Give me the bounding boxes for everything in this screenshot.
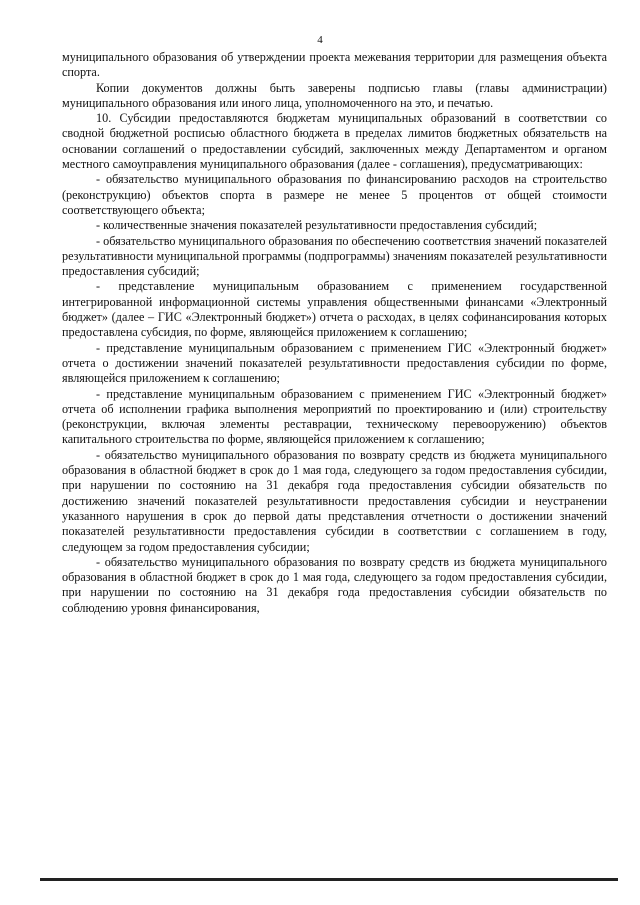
paragraph: - представление муниципальным образованием с применением ГИС «Электронный бюджет» отчета об исполнении графика выполнения мероприятий по проектированию и (или) строительству (реконструкции, включая элементы реставрации, техническому перевооружению) объектов капитального строительства по форме, являющейся приложением к соглашению;: [62, 386, 607, 447]
paragraph: - представление муниципальным образованием с применением государственной интегрированной информационной системы управления общественными финансами «Электронный бюджет» (далее – ГИС «Электронный бюджет») отчета о расходах, в целях софинансирования которых предоставлена субсидия, по форме, являющейся приложением к соглашению;: [62, 279, 607, 340]
paragraph: - количественные значения показателей результативности предоставления субсидий;: [96, 218, 538, 233]
paragraph: - обязательство муниципального образования по возврату средств из бюджета муниципального образования в областной бюджет в срок до 1 мая года, следующего за годом предоставления субсидии, при нарушении по состоянию на 31 декабря года предоставления субсидии обязательств по достижению значений показателей результативности предоставления субсидии и неустранении указанного нарушения в срок до первой даты представления отчетности о достижении значений показателей результативности предоставления субсидии в соответствии с соглашением в году, следующем за годом предоставления субсидии;: [62, 447, 607, 554]
document-body: [62, 50, 607, 616]
paragraph: - обязательство муниципального образования по обеспечению соответствия значений показателей результативности муниципальной программы (подпрограммы) значениям показателей результативности предоставления субсидий;: [62, 233, 607, 279]
paragraph: Копии документов должны быть заверены подписью главы (главы администрации) муниципального образования или иного лица, уполномоченного на это, и печатью.: [62, 80, 607, 110]
page-bottom-rule: [40, 878, 618, 881]
page-number: 4: [317, 34, 323, 46]
paragraph: 10. Субсидии предоставляются бюджетам муниципальных образований в соответствии со сводной бюджетной росписью областного бюджета в пределах лимитов бюджетных обязательств на основании соглашений о предоставлении субсидий, заключенных между Департаментом и органом местного самоуправления муниципального образования (далее - соглашения), предусматривающих:: [62, 111, 607, 172]
paragraph: - обязательство муниципального образования по финансированию расходов на строительство (реконструкцию) объектов спорта в размере не менее 5 процентов от общей стоимости соответствующего объекта;: [62, 172, 607, 217]
paragraph: - представление муниципальным образованием с применением ГИС «Электронный бюджет» отчета о достижении значений показателей результативности предоставления субсидии по форме, являющейся приложением к соглашению;: [62, 340, 607, 386]
paragraph: - обязательство муниципального образования по возврату средств из бюджета муниципального образования в областной бюджет в срок до 1 мая года, следующего за годом предоставления субсидии, при нарушении по состоянию на 31 декабря года предоставления субсидии обязательств по соблюдению уровня финансирования,: [62, 554, 607, 615]
paragraph: муниципального образования об утверждении проекта межевания территории для размещения объекта спорта.: [62, 50, 607, 80]
